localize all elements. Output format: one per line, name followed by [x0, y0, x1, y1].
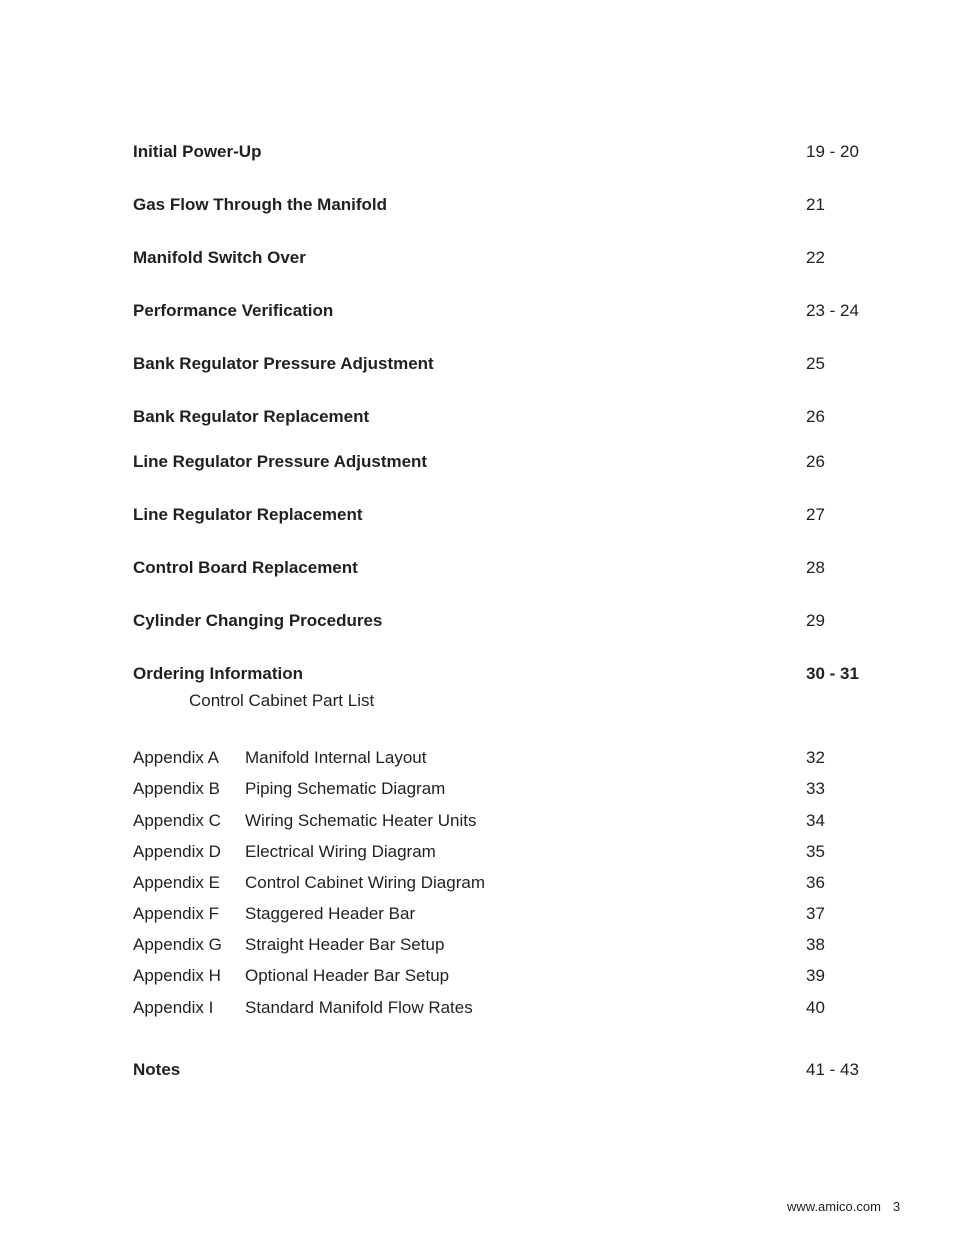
appendix-title: Straight Header Bar Setup [245, 935, 445, 954]
toc-appendix-b[interactable] [0, 777, 954, 801]
toc-entry-title: Control Board Replacement [133, 558, 358, 577]
appendix-pages: 39 [806, 966, 825, 985]
appendix-pages: 32 [806, 748, 825, 767]
toc-subentry-control-cabinet-part-list[interactable]: Control Cabinet Part List [189, 691, 375, 710]
toc-entry-pages: 26 [806, 407, 825, 426]
appendix-title: Piping Schematic Diagram [245, 779, 446, 798]
toc-entry-title: Line Regulator Replacement [133, 505, 363, 524]
toc-entry-pages: 19 - 20 [806, 142, 859, 161]
appendix-title: Manifold Internal Layout [245, 748, 427, 767]
toc-entry-title: Bank Regulator Replacement [133, 407, 370, 426]
toc-appendix-h[interactable] [0, 964, 954, 988]
toc-appendix-c[interactable] [0, 809, 954, 833]
toc-entry-pages: 26 [806, 452, 825, 471]
appendix-pages: 36 [806, 873, 825, 892]
toc-entry-pages: 29 [806, 611, 825, 630]
footer-page-number: 3 [892, 1199, 901, 1214]
appendix-label: Appendix E [133, 873, 220, 892]
toc-entry-title: Initial Power-Up [133, 142, 262, 161]
appendix-title: Staggered Header Bar [245, 904, 416, 923]
toc-entry-title: Bank Regulator Pressure Adjustment [133, 354, 434, 373]
toc-entry-title: Manifold Switch Over [133, 248, 306, 267]
footer-website[interactable]: www.amico.com [787, 1199, 881, 1214]
toc-entry-ordering-information[interactable] [0, 662, 954, 686]
toc-entry-gas-flow[interactable] [0, 193, 954, 217]
toc-entry-line-regulator-replacement[interactable] [0, 503, 954, 527]
toc-entry-pages: 23 - 24 [806, 301, 859, 320]
appendix-label: Appendix B [133, 779, 220, 798]
toc-appendix-a[interactable] [0, 746, 954, 770]
toc-entry-manifold-switch-over[interactable] [0, 246, 954, 270]
appendix-label: Appendix H [133, 966, 221, 985]
toc-entry-pages: 22 [806, 248, 825, 267]
toc-entry-title: Gas Flow Through the Manifold [133, 195, 388, 214]
toc-entry-title: Ordering Information [133, 664, 303, 683]
toc-entry-title: Notes [133, 1060, 181, 1079]
toc-entry-title: Cylinder Changing Procedures [133, 611, 383, 630]
appendix-title: Electrical Wiring Diagram [245, 842, 436, 861]
toc-entry-pages: 28 [806, 558, 825, 577]
toc-appendix-i[interactable] [0, 996, 954, 1020]
appendix-label: Appendix F [133, 904, 219, 923]
appendix-pages: 38 [806, 935, 825, 954]
appendix-label: Appendix G [133, 935, 222, 954]
toc-entry-pages: 21 [806, 195, 825, 214]
toc-entry-notes[interactable] [0, 1058, 954, 1082]
appendix-label: Appendix D [133, 842, 221, 861]
toc-entry-initial-power-up[interactable] [0, 140, 954, 164]
appendix-pages: 33 [806, 779, 825, 798]
toc-appendix-d[interactable] [0, 840, 954, 864]
appendix-title: Optional Header Bar Setup [245, 966, 450, 985]
appendix-label: Appendix I [133, 998, 214, 1017]
appendix-title: Control Cabinet Wiring Diagram [245, 873, 485, 892]
toc-entry-performance-verification[interactable] [0, 299, 954, 323]
toc-entry-title: Performance Verification [133, 301, 334, 320]
toc-entry-pages: 25 [806, 354, 825, 373]
toc-appendix-e[interactable] [0, 871, 954, 895]
toc-entry-control-board-replacement[interactable] [0, 556, 954, 580]
toc-entry-bank-regulator-replacement[interactable] [0, 405, 954, 429]
appendix-pages: 35 [806, 842, 825, 861]
toc-entry-pages: 30 - 31 [806, 664, 859, 683]
toc-entry-line-regulator-adjustment[interactable] [0, 450, 954, 474]
appendix-title: Standard Manifold Flow Rates [245, 998, 473, 1017]
appendix-label: Appendix C [133, 811, 221, 830]
toc-appendix-f[interactable] [0, 902, 954, 926]
toc-entry-pages: 27 [806, 505, 825, 524]
appendix-pages: 34 [806, 811, 825, 830]
appendix-title: Wiring Schematic Heater Units [245, 811, 477, 830]
toc-appendix-g[interactable] [0, 933, 954, 957]
toc-entry-pages: 41 - 43 [806, 1060, 859, 1079]
toc-entry-cylinder-changing[interactable] [0, 609, 954, 633]
toc-entry-title: Line Regulator Pressure Adjustment [133, 452, 428, 471]
appendix-label: Appendix A [133, 748, 220, 767]
appendix-pages: 37 [806, 904, 825, 923]
appendix-pages: 40 [806, 998, 825, 1017]
page-footer [787, 1197, 900, 1217]
toc-entry-bank-regulator-adjustment[interactable] [0, 352, 954, 376]
